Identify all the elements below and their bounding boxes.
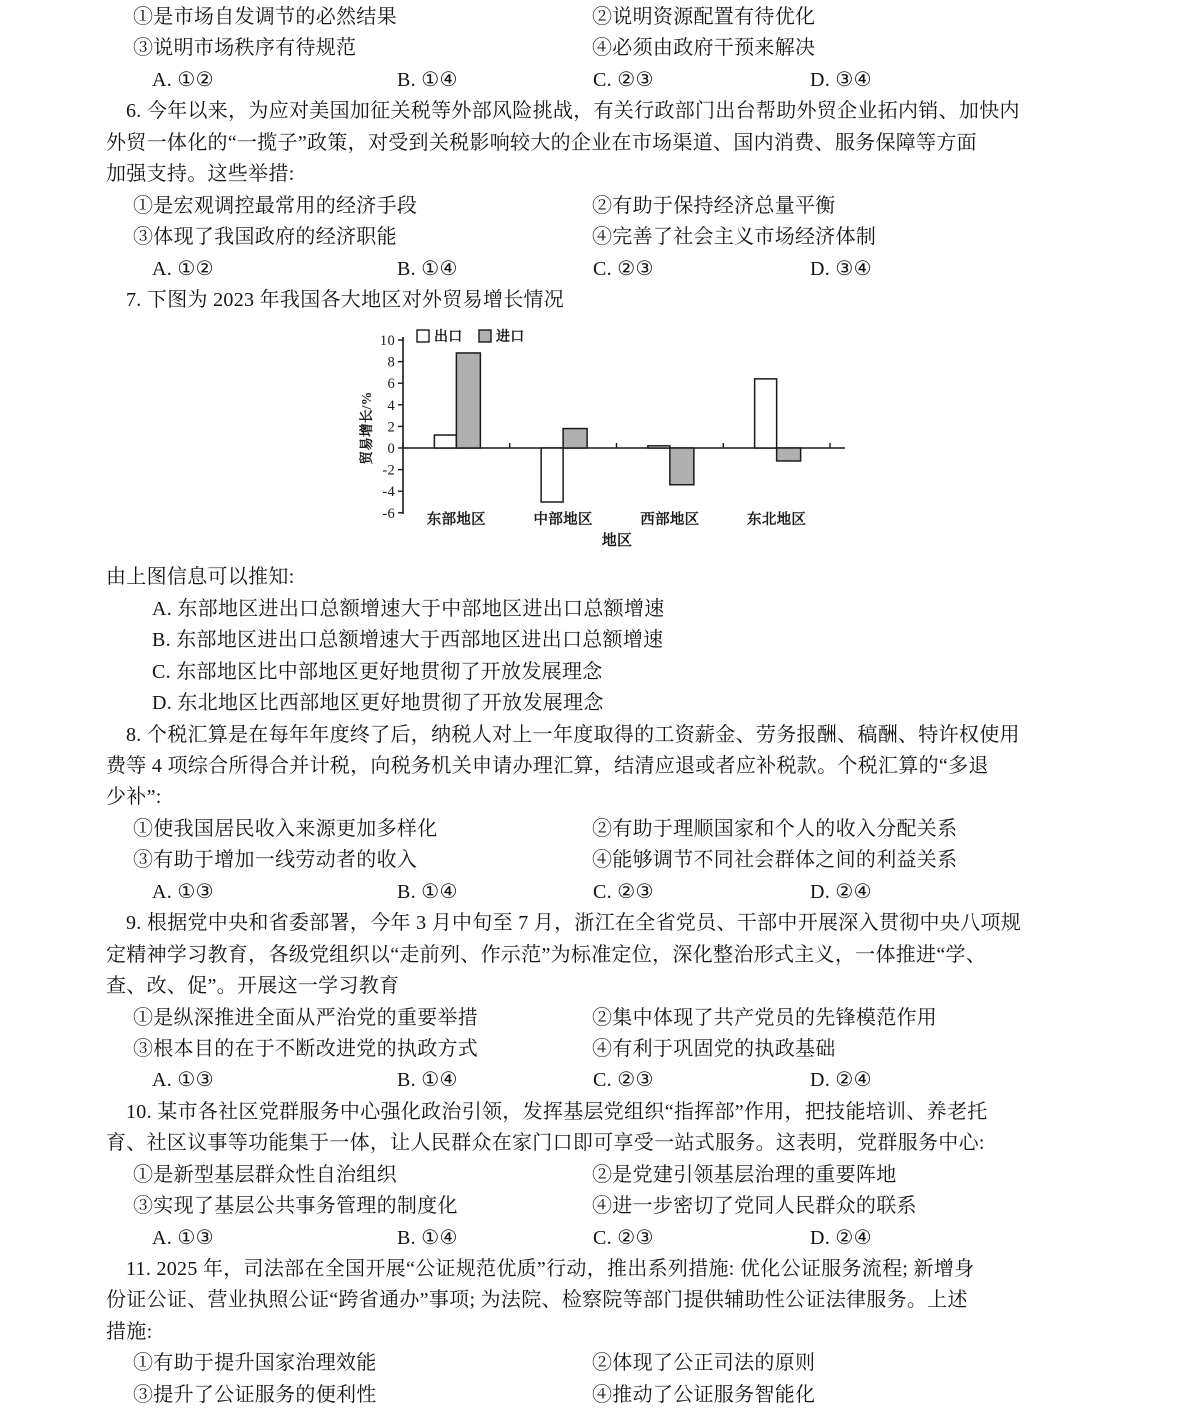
- question-9-option-row-1: [106, 1003, 1170, 1034]
- option-item-1: ①有助于提升国家治理效能: [133, 1352, 377, 1375]
- option-item-2: ②是党建引领基层治理的重要阵地: [592, 1163, 897, 1186]
- question-10-option-row-2: [106, 1191, 1170, 1222]
- choice-d: D. ③④: [810, 257, 872, 280]
- question-7-choice-b: B. 东部地区进出口总额增速大于西部地区进出口总额增速: [152, 629, 664, 652]
- choice-d: D. ②④: [810, 1069, 872, 1092]
- svg-text:出口: 出口: [434, 330, 463, 346]
- question-8-stem-line-1: 8. 个税汇算是在每年年度终了后，纳税人对上一年度取得的工资薪金、劳务报酬、稿酬、特许权使用: [126, 723, 1020, 746]
- question-8-stem-line-2: 费等 4 项综合所得合并计税，向税务机关申请办理汇算，结清应退或者应补税款。个税汇算的“多退: [106, 755, 989, 777]
- option-item-4: ④完善了社会主义市场经济体制: [592, 226, 877, 249]
- question-7-inference-prompt: 由上图信息可以推知:: [106, 566, 295, 589]
- choice-c: C. ②③: [593, 257, 654, 280]
- question-10-choices-row: [106, 1223, 1170, 1254]
- choice-c: C. ②③: [593, 1226, 654, 1249]
- svg-text:西部地区: 西部地区: [640, 512, 700, 529]
- intro-choices-row: [106, 65, 1170, 96]
- question-11-stem-line-3: 措施:: [106, 1320, 153, 1343]
- question-9-option-row-2: [106, 1034, 1170, 1065]
- choice-d: D. ②④: [810, 880, 872, 903]
- choice-d: D. ③④: [810, 68, 872, 91]
- option-item-3: ③根本目的在于不断改进党的执政方式: [133, 1037, 479, 1060]
- option-item-2: ②体现了公正司法的原则: [592, 1352, 816, 1375]
- choice-b: B. ①④: [397, 880, 458, 903]
- question-9-stem-line-1: 9. 根据党中央和省委部署，今年 3 月中旬至 7 月，浙江在全省党员、干部中开展深入贯彻中央八项规: [126, 912, 1021, 935]
- question-6-stem-line-1: 6. 今年以来，为应对美国加征关税等外部风险挑战，有关行政部门出台帮助外贸企业拓内销、加快内: [126, 100, 1020, 123]
- question-8-choices-row: [106, 877, 1170, 908]
- question-10-option-row-1: [106, 1160, 1170, 1191]
- option-item-1: ①是市场自发调节的必然结果: [133, 6, 397, 28]
- option-item-3: ③实现了基层公共事务管理的制度化: [133, 1195, 458, 1218]
- question-11-stem-line-2: 份证公证、营业执照公证“跨省通办”事项; 为法院、检察院等部门提供辅助性公证法律服务。上述: [106, 1289, 968, 1312]
- question-6-stem-line-3: 加强支持。这些举措:: [106, 163, 295, 186]
- intro-option-row-1: [106, 2, 1170, 33]
- svg-text:中部地区: 中部地区: [533, 512, 593, 529]
- choice-b: B. ①④: [397, 257, 458, 280]
- question-11-stem-line-1: 11. 2025 年，司法部在全国开展“公证规范优质”行动，推出系列措施: 优化公证服务流程; 新增身: [126, 1258, 975, 1280]
- svg-text:-6: -6: [382, 506, 395, 523]
- svg-text:6: 6: [387, 376, 395, 393]
- option-item-1: ①是纵深推进全面从严治党的重要举措: [133, 1006, 479, 1029]
- question-7-stem: 7. 下图为 2023 年我国各大地区对外贸易增长情况: [126, 288, 565, 311]
- choice-a: A. ①③: [152, 880, 214, 903]
- question-10-stem-line-1: 10. 某市各社区党群服务中心强化政治引领，发挥基层党组织“指挥部”作用，把技能培训、养老托: [126, 1100, 988, 1123]
- question-6-choices-row: [106, 254, 1170, 285]
- trade-growth-svg: [355, 328, 855, 556]
- option-item-4: ④推动了公证服务智能化: [592, 1383, 816, 1406]
- question-7-choice-c: C. 东部地区比中部地区更好地贯彻了开放发展理念: [152, 660, 603, 683]
- option-item-2: ②有助于保持经济总量平衡: [592, 194, 836, 217]
- question-11-option-row-1: [106, 1348, 1170, 1379]
- choice-d: D. ②④: [810, 1226, 872, 1249]
- intro-option-row-2: [106, 33, 1170, 64]
- question-9-choices-row: [106, 1065, 1170, 1096]
- choice-b: B. ①④: [397, 68, 458, 91]
- choice-c: C. ②③: [593, 1069, 654, 1092]
- option-item-2: ②集中体现了共产党员的先锋模范作用: [592, 1006, 938, 1029]
- option-item-1: ①使我国居民收入来源更加多样化: [133, 817, 438, 840]
- choice-a: A. ①②: [152, 257, 214, 280]
- option-item-3: ③提升了公证服务的便利性: [133, 1383, 377, 1406]
- svg-text:地区: 地区: [601, 533, 633, 550]
- svg-text:进口: 进口: [496, 330, 525, 346]
- question-7-choice-a: A. 东部地区进出口总额增速大于中部地区进出口总额增速: [152, 597, 665, 620]
- question-8-option-row-1: [106, 814, 1170, 845]
- option-item-4: ④必须由政府干预来解决: [592, 37, 816, 60]
- svg-text:东部地区: 东部地区: [426, 512, 486, 529]
- question-8-option-row-2: [106, 845, 1170, 876]
- choice-a: A. ①③: [152, 1069, 214, 1092]
- svg-text:-2: -2: [382, 462, 395, 479]
- svg-text:8: 8: [387, 354, 395, 371]
- question-8-stem-line-3: 少补”:: [106, 786, 162, 809]
- question-9-stem-line-3: 查、改、促”。开展这一学习教育: [106, 975, 400, 998]
- svg-text:东北地区: 东北地区: [747, 512, 807, 529]
- question-9-stem-line-2: 定精神学习教育，各级党组织以“走前列、作示范”为标准定位，深化整治形式主义，一体推进“学、: [106, 943, 987, 966]
- choice-c: C. ②③: [593, 880, 654, 903]
- choice-a: A. ①②: [152, 68, 214, 91]
- option-item-3: ③说明市场秩序有待规范: [133, 37, 357, 60]
- choice-c: C. ②③: [593, 68, 654, 91]
- option-item-4: ④进一步密切了党同人民群众的联系: [592, 1195, 917, 1218]
- option-item-4: ④有利于巩固党的执政基础: [592, 1037, 836, 1060]
- svg-text:2: 2: [387, 419, 395, 436]
- question-11-option-row-2: [106, 1380, 1170, 1411]
- svg-text:4: 4: [387, 398, 395, 415]
- svg-text:贸易增长/%: 贸易增长/%: [359, 391, 374, 465]
- option-item-3: ③有助于增加一线劳动者的收入: [133, 849, 418, 872]
- svg-text:10: 10: [379, 333, 395, 350]
- question-7-choice-d: D. 东北地区比西部地区更好地贯彻了开放发展理念: [152, 692, 604, 715]
- question-6-option-row-1: [106, 191, 1170, 222]
- question-10-stem-line-2: 育、社区议事等功能集于一体，让人民群众在家门口即可享受一站式服务。这表明，党群服务中心:: [106, 1132, 985, 1155]
- choice-b: B. ①④: [397, 1226, 458, 1249]
- svg-text:0: 0: [387, 441, 395, 458]
- svg-text:-4: -4: [382, 484, 395, 501]
- option-item-3: ③体现了我国政府的经济职能: [133, 226, 397, 249]
- question-6-stem-line-2: 外贸一体化的“一揽子”政策，对受到关税影响较大的企业在市场渠道、国内消费、服务保障等方面: [106, 131, 977, 154]
- option-item-4: ④能够调节不同社会群体之间的利益关系: [592, 849, 958, 872]
- option-item-2: ②说明资源配置有待优化: [592, 6, 816, 28]
- choice-a: A. ①③: [152, 1226, 214, 1249]
- question-6-option-row-2: [106, 222, 1170, 253]
- option-item-1: ①是宏观调控最常用的经济手段: [133, 194, 418, 217]
- option-item-1: ①是新型基层群众性自治组织: [133, 1163, 397, 1186]
- choice-b: B. ①④: [397, 1069, 458, 1092]
- option-item-2: ②有助于理顺国家和个人的收入分配关系: [592, 817, 958, 840]
- trade-growth-chart: [106, 316, 1170, 562]
